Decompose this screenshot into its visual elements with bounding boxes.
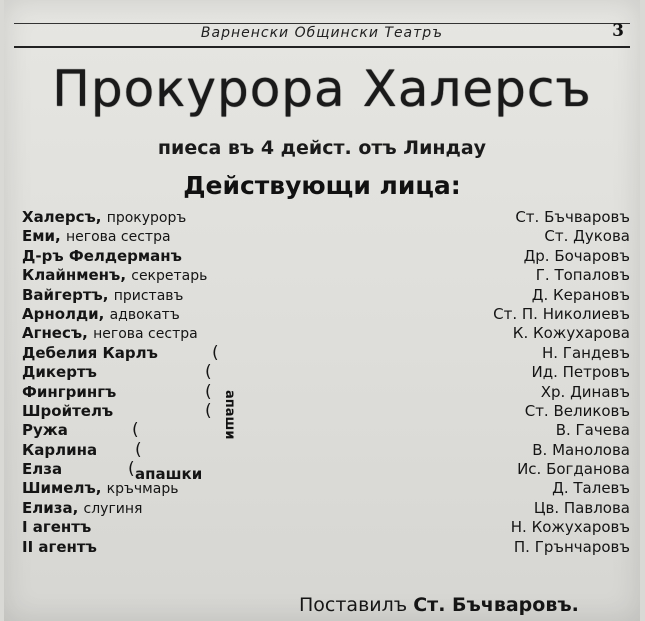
cast-row	[14, 363, 634, 382]
director-name: Ст. Бъчваровъ.	[413, 594, 579, 616]
role-name: Д-ръ Фелдерманъ	[22, 246, 182, 265]
play-subtitle: пиеса въ 4 дейст. отъ Линдау	[157, 137, 487, 159]
role-name: Фингрингъ	[22, 382, 117, 401]
cast-actor: В. Манолова	[532, 440, 630, 459]
role-description: секретарь	[131, 268, 208, 285]
group-brace: (	[135, 439, 142, 460]
group-label-apashki: апашки	[135, 465, 203, 483]
cast-actor: К. Кожухарова	[512, 324, 630, 343]
role-description: негова сестра	[93, 326, 198, 343]
cast-actor: Хр. Динавъ	[540, 382, 630, 401]
cast-row	[14, 421, 634, 440]
cast-actor: Д. Талевъ	[552, 479, 630, 498]
cast-role	[22, 538, 97, 557]
cast-actor: Ст. Бъчваровъ	[515, 208, 630, 226]
cast-role	[22, 363, 97, 382]
cast-row	[14, 324, 634, 343]
role-description: приставъ	[113, 287, 184, 304]
cast-actor: Цв. Павлова	[533, 498, 630, 517]
role-name: Вайгертъ,	[22, 285, 109, 304]
cast-actor: Др. Бочаровъ	[523, 246, 630, 265]
role-name: I агентъ	[22, 518, 92, 537]
group-brace: (	[128, 459, 135, 480]
group-brace: (	[205, 362, 212, 383]
cast-row	[14, 383, 634, 402]
role-name: Карлина	[22, 440, 98, 459]
role-name: Агнесъ,	[22, 324, 88, 343]
role-name: Ружа	[22, 421, 68, 440]
cast-role	[22, 421, 68, 440]
cast-heading: Действующи лица:	[183, 171, 461, 200]
role-name: Дебелия Карлъ	[22, 343, 158, 362]
cast-role	[22, 402, 113, 421]
role-name: Еми,	[22, 227, 61, 246]
cast-actor: Д. Керановъ	[531, 285, 630, 304]
role-name: Елза	[22, 460, 63, 479]
role-description: адвокатъ	[109, 306, 180, 323]
cast-role	[22, 286, 183, 306]
role-name: Елиза,	[22, 498, 79, 517]
cast-row	[14, 441, 634, 460]
cast-row	[14, 266, 634, 285]
role-description: негова сестра	[65, 229, 171, 246]
cast-row	[14, 286, 634, 305]
cast-row	[14, 538, 634, 557]
cast-role	[22, 324, 198, 344]
program-page	[4, 0, 640, 621]
role-name: Дикертъ	[22, 363, 97, 382]
role-name: Халерсъ,	[22, 208, 102, 226]
cast-role	[22, 305, 180, 325]
cast-row	[14, 518, 634, 537]
director-credit	[299, 594, 579, 616]
cast-row	[14, 247, 634, 266]
cast-role	[22, 499, 142, 519]
group-label-apashi: апаши	[222, 390, 237, 440]
role-name: Шройтелъ	[22, 401, 114, 420]
cast-row	[14, 499, 634, 518]
page-number: 3	[612, 21, 624, 41]
cast-role	[22, 247, 182, 266]
cast-actor: Н. Гандевъ	[541, 343, 630, 362]
cast-role	[22, 383, 116, 402]
role-description: прокуроръ	[106, 210, 187, 226]
cast-role	[22, 227, 171, 247]
cast-role	[22, 266, 207, 286]
cast-row	[14, 402, 634, 421]
header-bottom-rule	[14, 46, 630, 48]
cast-row	[14, 344, 634, 363]
role-name: II агентъ	[22, 537, 97, 556]
cast-role	[22, 441, 97, 460]
cast-actor: Ст. Великовъ	[524, 401, 630, 420]
header-top-rule	[14, 23, 630, 24]
cast-actor: В. Гачева	[555, 421, 630, 440]
cast-role	[22, 518, 91, 537]
group-brace: (	[132, 420, 139, 441]
cast-actor: Ид. Петровъ	[531, 363, 630, 382]
role-name: Клайнменъ,	[22, 266, 127, 285]
cast-actor: Ст. П. Николиевъ	[493, 304, 630, 323]
role-description: кръчмарь	[106, 481, 179, 498]
running-head: Варненски Общински Театръ	[200, 25, 444, 41]
cast-actor: Г. Топаловъ	[535, 266, 630, 285]
cast-role	[22, 344, 158, 363]
cast-role	[22, 460, 62, 479]
play-title: Прокурора Халерсъ	[52, 60, 592, 118]
group-brace: (	[205, 400, 212, 421]
cast-actor: Ис. Богданова	[517, 460, 630, 479]
cast-row	[14, 460, 634, 479]
role-description: слугиня	[83, 500, 143, 517]
cast-role	[22, 208, 186, 228]
group-brace: (	[212, 342, 219, 363]
cast-row	[14, 479, 634, 498]
cast-row	[14, 208, 634, 227]
cast-list	[14, 208, 634, 557]
director-label: Поставилъ	[299, 594, 408, 616]
cast-actor: П. Грънчаровъ	[513, 537, 630, 556]
role-name: Арнолди,	[22, 304, 105, 323]
group-brace: (	[205, 381, 212, 402]
cast-row	[14, 227, 634, 246]
cast-actor: Ст. Дукова	[544, 227, 630, 246]
role-name: Шимелъ,	[22, 479, 102, 498]
cast-actor: Н. Кожухаровъ	[510, 518, 630, 537]
cast-row	[14, 305, 634, 324]
